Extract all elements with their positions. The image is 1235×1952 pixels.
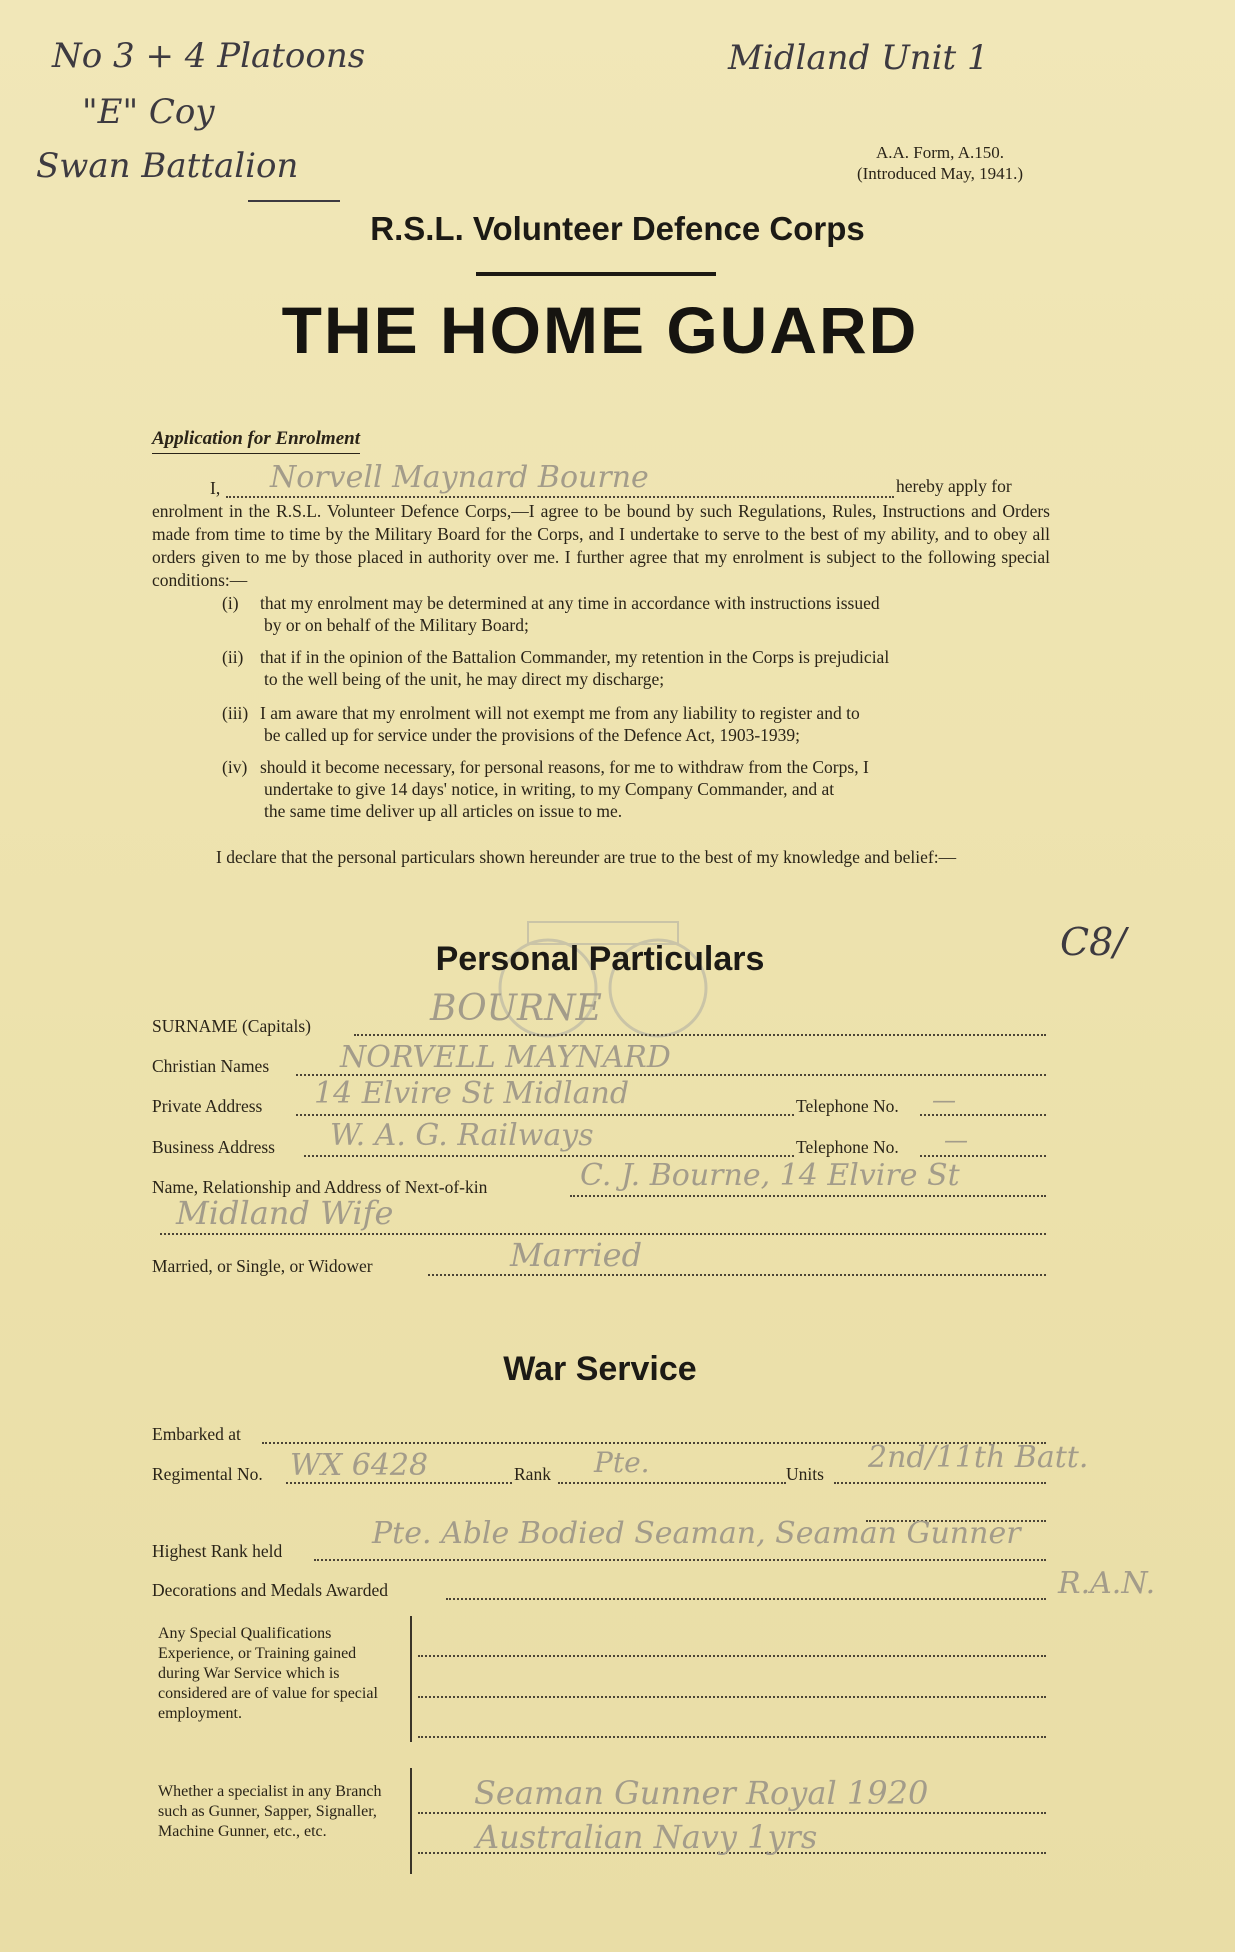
units-line	[834, 1482, 1046, 1484]
applicant-name-value: Norvell Maynard Bourne	[270, 460, 649, 495]
handwritten-company: "E" Coy	[82, 92, 215, 132]
condition-text: that my enrolment may be determined at any time in accordance with instructions issued	[260, 593, 880, 613]
surname-line	[354, 1034, 1046, 1036]
business-phone-line	[920, 1155, 1046, 1157]
specialist-branch-value-1: Seaman Gunner Royal 1920	[474, 1774, 929, 1812]
business-phone-label: Telephone No.	[796, 1137, 899, 1157]
marital-status-line	[428, 1274, 1046, 1276]
private-address-value: 14 Elvire St Midland	[314, 1076, 630, 1111]
business-address-label: Business Address	[152, 1137, 275, 1157]
condition-text-cont: the same time deliver up all articles on issue to me.	[264, 801, 623, 821]
condition-number: (iii)	[222, 703, 249, 723]
agreement-paragraph: enrolment in the R.S.L. Volunteer Defence Corps,—I agree to be bound by such Regulations, Rules, Instructions and Orders made from time to time by the Military Board for the Corps, and I undertake to serve to the best of my ability, and to obey all orders given to me by those placed in authority over me. I further agree that my enrolment is subject to the following special conditions:—	[152, 501, 1050, 590]
marital-status-label: Married, or Single, or Widower	[152, 1256, 373, 1276]
condition-text: that if in the opinion of the Battalion Commander, my retention in the Corps is prejudicial	[260, 647, 890, 667]
business-address-value: W. A. G. Railways	[330, 1118, 594, 1153]
condition-text-cont: by or on behalf of the Military Board;	[264, 615, 529, 635]
private-phone-line	[920, 1114, 1046, 1116]
private-address-label: Private Address	[152, 1096, 263, 1116]
rank-line	[558, 1482, 786, 1484]
next-of-kin-line-2	[160, 1233, 1046, 1235]
private-address-line	[296, 1114, 794, 1116]
condition-number: (i)	[222, 593, 239, 613]
form-introduced: (Introduced May, 1941.)	[856, 164, 1023, 183]
corps-heading: R.S.L. Volunteer Defence Corps	[370, 210, 865, 247]
handwritten-unit: Midland Unit 1	[728, 38, 989, 78]
specialist-branch-label: Whether a specialist in any Branch such as Gunner, Sapper, Signaller, Machine Gunner, etc., etc.	[158, 1783, 382, 1840]
condition-iii	[222, 702, 1050, 746]
personal-particulars-heading: Personal Particulars	[435, 940, 765, 978]
next-of-kin-value: C. J. Bourne, 14 Elvire St	[580, 1158, 960, 1193]
christian-names-label: Christian Names	[152, 1056, 270, 1076]
declaration-text: I declare that the personal particulars shown hereunder are true to the best of my knowledge and belief:—	[216, 847, 957, 867]
embarked-label: Embarked at	[152, 1424, 241, 1444]
applicant-name-line	[226, 496, 894, 498]
condition-text-cont: undertake to give 14 days' notice, in writing, to my Company Commander, and at	[264, 779, 835, 799]
marital-status-value: Married	[510, 1236, 643, 1274]
condition-text: should it become necessary, for personal reasons, for me to withdraw from the Corps, I	[260, 757, 869, 777]
hereby-label: hereby apply for	[896, 476, 1012, 496]
business-phone-value: —	[944, 1126, 968, 1154]
specialist-branch-bracket	[410, 1768, 412, 1874]
private-phone-value: —	[932, 1086, 956, 1114]
condition-ii	[222, 646, 1050, 690]
regimental-number-value: WX 6428	[290, 1448, 429, 1483]
decorations-value: R.A.N.	[1058, 1566, 1156, 1601]
handwritten-battalion: Swan Battalion	[36, 146, 299, 186]
war-service-heading: War Service	[503, 1350, 697, 1388]
rank-value: Pte.	[594, 1446, 650, 1479]
surname-label: SURNAME (Capitals)	[152, 1016, 311, 1036]
units-label: Units	[786, 1464, 824, 1484]
applicant-i-label: I,	[210, 478, 221, 498]
special-qualifications-line-2	[418, 1696, 1046, 1698]
private-phone-label: Telephone No.	[796, 1096, 899, 1116]
condition-text-cont: be called up for service under the provisions of the Defence Act, 1903-1939;	[264, 725, 801, 745]
specialist-branch-line-1	[418, 1812, 1046, 1814]
form-number: A.A. Form, A.150.	[876, 143, 1004, 162]
next-of-kin-line	[570, 1195, 1046, 1197]
special-qualifications-bracket	[410, 1616, 412, 1742]
condition-number: (ii)	[222, 647, 244, 667]
special-qualifications-line-3	[418, 1736, 1046, 1738]
condition-text-cont: to the well being of the unit, he may direct my discharge;	[264, 669, 665, 689]
heading-divider	[476, 272, 716, 276]
handwritten-platoons: No 3 + 4 Platoons	[52, 36, 366, 76]
condition-iv	[222, 756, 1050, 822]
specialist-branch-value-2: Australian Navy 1yrs	[476, 1818, 818, 1856]
decorations-line	[446, 1598, 1046, 1600]
page-title: THE HOME GUARD	[281, 293, 919, 367]
highest-rank-line	[314, 1559, 1046, 1561]
special-qualifications-line-1	[418, 1655, 1046, 1657]
highest-rank-label: Highest Rank held	[152, 1541, 283, 1561]
christian-names-value: NORVELL MAYNARD	[340, 1040, 671, 1075]
units-value: 2nd/11th Batt.	[868, 1440, 1089, 1475]
regimental-number-label: Regimental No.	[152, 1464, 263, 1484]
handwritten-underline	[248, 200, 340, 202]
highest-rank-value: Pte. Able Bodied Seaman, Seaman Gunner	[372, 1516, 1021, 1551]
next-of-kin-value-2: Midland Wife	[176, 1194, 394, 1232]
form-reference	[790, 142, 1090, 184]
next-of-kin-label: Name, Relationship and Address of Next-of-kin	[152, 1177, 488, 1197]
surname-value: BOURNE	[430, 988, 602, 1029]
rank-label: Rank	[514, 1464, 551, 1484]
business-address-line	[304, 1155, 794, 1157]
condition-text: I am aware that my enrolment will not exempt me from any liability to register and to	[260, 703, 860, 723]
application-heading: Application for Enrolment	[152, 428, 360, 454]
special-qualifications-label: Any Special Qualifications Experience, or Training gained during War Service which is considered are of value for special employment.	[158, 1625, 378, 1722]
condition-number: (iv)	[222, 757, 248, 777]
condition-i	[222, 592, 1050, 636]
decorations-label: Decorations and Medals Awarded	[152, 1580, 389, 1600]
handwritten-margin-mark: C8/	[1060, 920, 1127, 964]
